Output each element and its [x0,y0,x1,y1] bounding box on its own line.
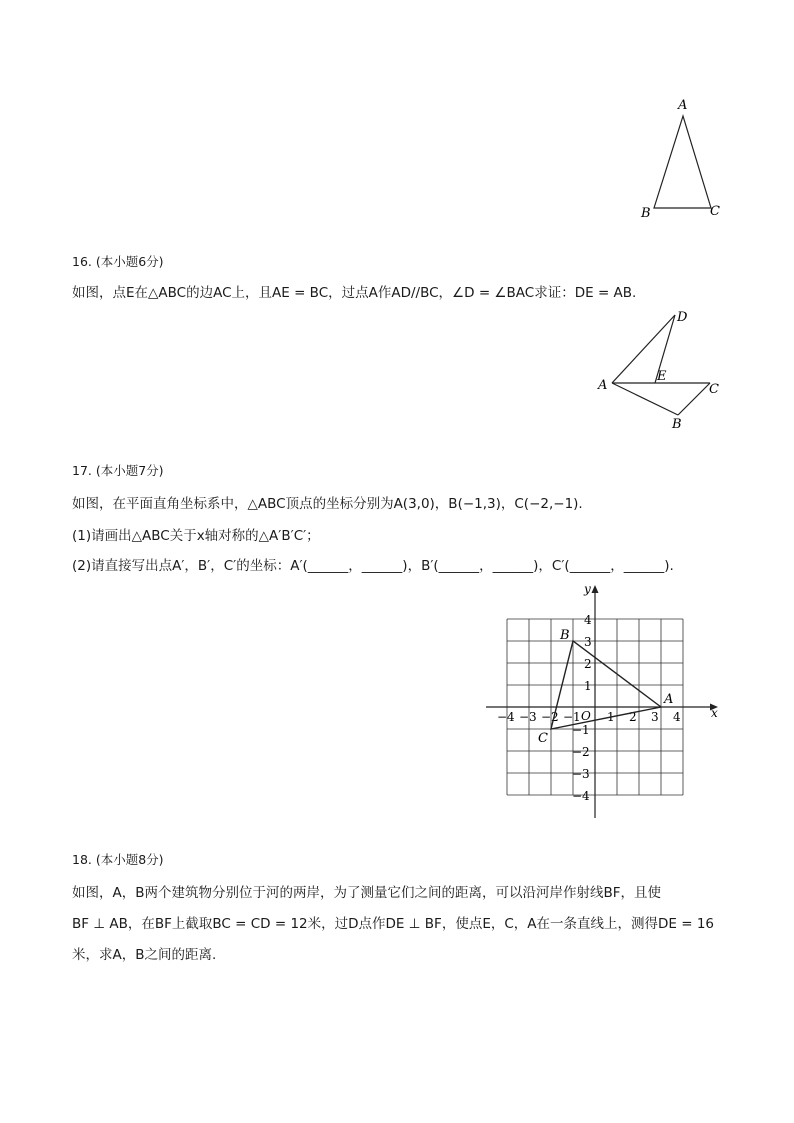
y-tick-label: 1 [584,679,592,693]
q17-text: 如图，在平面直角坐标系中，△ABC顶点的坐标分别为A(3,0)，B(−1,3)，C(−2,−1). [72,496,583,512]
y-tick-label: 2 [584,657,592,671]
q18-header: 18. (本小题8分) [72,852,164,867]
label-c: C [710,204,720,219]
q18-line3: 米，求A，B之间的距离. [72,947,217,963]
x-tick-label: 1 [607,710,615,724]
q17-part1: (1)请画出△ABC关于x轴对称的△A′B′C′； [72,528,320,544]
label-a: A [598,378,608,393]
x-tick-label: −1 [563,710,581,724]
point-label-a: A [664,692,674,707]
x-tick-label: 3 [651,710,659,724]
q18-line1: 如图，A，B两个建筑物分别位于河的两岸，为了测量它们之间的距离，可以沿河岸作射线BF，且使 [72,885,662,901]
y-tick-label: −3 [572,767,590,781]
x-tick-label: −2 [541,710,559,724]
segment-ab [612,383,678,415]
label-d: D [677,310,688,325]
q16-header: 16. (本小题6分) [72,254,164,269]
x-tick-label: −4 [497,710,515,724]
q16-text: 如图，点E在△ABC的边AC上，且AE = BC，过点A作AD//BC，∠D = ∠BAC求证：DE = AB. [72,285,637,301]
q17-header: 17. (本小题7分) [72,463,164,478]
y-tick-label: 4 [584,613,592,627]
segment-cb [678,383,710,415]
x-axis-label: x [711,706,718,720]
q18-line2: BF ⊥ AB，在BF上截取BC = CD = 12米，过D点作DE ⊥ BF，使点E，C，A在一条直线上，测得DE = 16 [72,916,715,932]
point-label-c: C [538,731,548,746]
y-tick-label: −4 [572,789,590,803]
point-label-b: B [560,628,570,643]
origin-label: O [581,709,591,723]
x-tick-label: 4 [673,710,681,724]
label-e: E [657,369,667,384]
label-b: B [641,206,651,221]
triangle-abc-figure [630,92,730,227]
q16-figure [595,305,730,435]
y-axis-label: y [584,582,591,596]
label-a: A [678,98,688,113]
triangle-abc-shape [654,116,711,208]
y-tick-label: −2 [572,745,590,759]
x-tick-label: −3 [519,710,537,724]
y-tick-label: −1 [572,723,590,737]
q17-part2: (2)请直接写出点A′，B′，C′的坐标：A′(______，______)，B′(______，______)，C′(______，______). [72,558,674,574]
label-c: C [709,382,719,397]
y-tick-label: 3 [584,635,592,649]
coordinate-plane [480,580,725,825]
x-tick-label: 2 [629,710,637,724]
label-b: B [672,417,682,432]
y-axis-arrow [592,585,599,593]
